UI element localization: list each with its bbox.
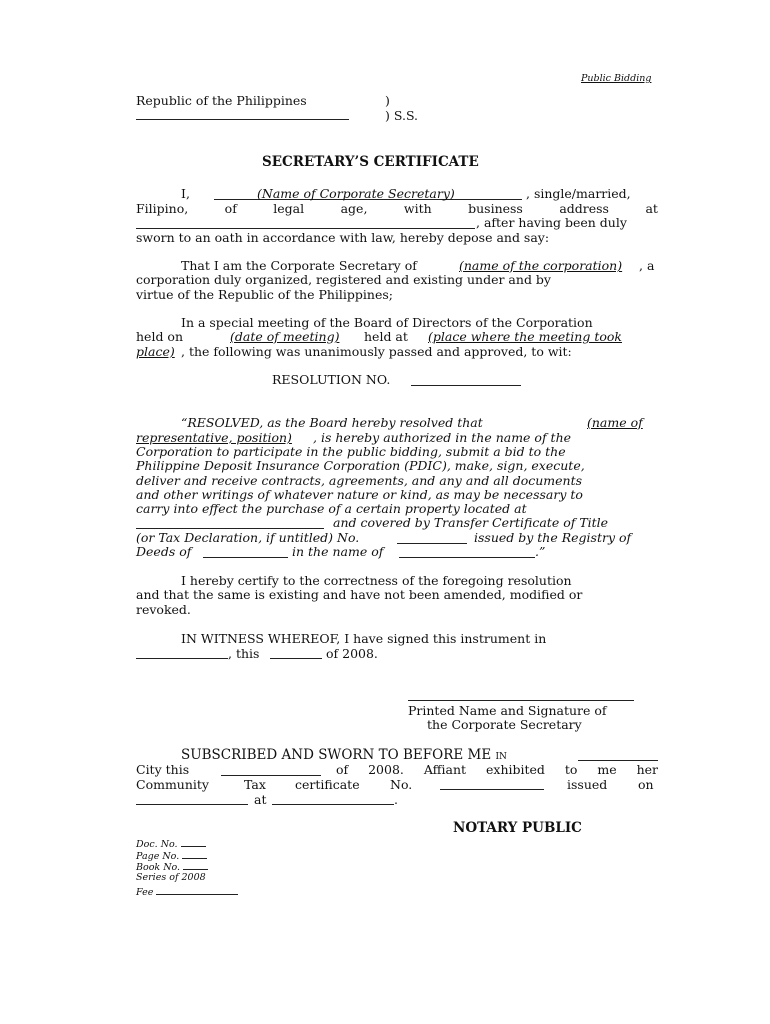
- subscribed-at: at: [254, 792, 267, 807]
- subscribed-affiant: of 2008. Affiant exhibited to me her: [336, 762, 658, 777]
- resolved-line10b: in the name of: [292, 544, 384, 559]
- word: on: [638, 777, 654, 792]
- para3-line3-rest: , the following was unanimously passed and approved, to wit:: [181, 344, 572, 359]
- representative-placeholder[interactable]: (name of: [587, 415, 643, 430]
- fee-line[interactable]: [156, 885, 238, 895]
- venue-blank-line[interactable]: [136, 107, 349, 120]
- venue-ss: ) S.S.: [385, 108, 419, 123]
- notary-public-label: NOTARY PUBLIC: [453, 820, 582, 836]
- resolved-line4: Philippine Deposit Insurance Corporation (PDIC), make, sign, execute,: [136, 458, 585, 473]
- certify-line2: and that the same is existing and have not been amended, modified or: [136, 587, 583, 602]
- business-address-line[interactable]: [136, 215, 475, 229]
- doc-no-line[interactable]: [181, 837, 206, 847]
- representative-placeholder-cont[interactable]: representative, position): [136, 430, 292, 445]
- word: Community: [136, 777, 209, 792]
- resolved-line10a: Deeds of: [136, 544, 192, 559]
- para1-line4: sworn to an oath in accordance with law, hereby depose and say:: [136, 230, 550, 245]
- book-no-line[interactable]: [183, 860, 208, 870]
- para1-i: I,: [181, 186, 190, 201]
- word: Tax: [244, 777, 266, 792]
- witness-of-year: of 2008.: [326, 646, 378, 661]
- para2-line2: corporation duly organized, registered and existing under and by: [136, 272, 551, 287]
- republic-text: Republic of the Philippines: [136, 93, 307, 108]
- series-label: Series of 2008: [136, 872, 206, 883]
- ctc-number-line[interactable]: [440, 776, 544, 790]
- witness-lead: IN WITNESS WHEREOF, I have signed this instrument in: [181, 631, 547, 646]
- civil-status-text: , single/married,: [526, 186, 631, 201]
- header-label: Public Bidding: [581, 73, 652, 84]
- para1-after: , after having been duly: [476, 215, 627, 230]
- word: business: [468, 201, 523, 216]
- word: age,: [340, 201, 368, 216]
- para3-held-at: held at: [364, 329, 408, 344]
- word: with: [403, 201, 432, 216]
- venue-paren: ): [385, 93, 390, 108]
- para3-held-on: held on: [136, 329, 183, 344]
- word: of: [224, 201, 237, 216]
- word: certificate: [295, 777, 360, 792]
- para1-line2: [136, 201, 658, 216]
- resolved-line8: and covered by Transfer Certificate of Title: [333, 515, 609, 530]
- signature-label-line1: Printed Name and Signature of: [408, 703, 607, 718]
- page-title: SECRETARY’S CERTIFICATE: [262, 154, 479, 170]
- signature-label-line2: the Corporate Secretary: [427, 717, 582, 732]
- subscribed-lead: SUBSCRIBED AND SWORN TO BEFORE ME in: [181, 747, 507, 763]
- title-number-line[interactable]: [397, 530, 467, 544]
- word: at: [645, 201, 658, 216]
- resolved-line9b: issued by the Registry of: [474, 530, 632, 545]
- page-no-line[interactable]: [182, 849, 207, 859]
- subscribed-day-line[interactable]: [221, 762, 321, 776]
- certify-line3: revoked.: [136, 602, 191, 617]
- resolution-number-line[interactable]: [411, 372, 521, 386]
- secretary-name-placeholder: (Name of Corporate Secretary): [257, 186, 455, 201]
- resolved-line9a: (or Tax Declaration, if untitled) No.: [136, 530, 360, 545]
- resolution-label: RESOLUTION NO.: [272, 372, 391, 387]
- resolved-line7: carry into effect the purchase of a certain property located at: [136, 501, 527, 516]
- resolved-line5: deliver and receive contracts, agreements, and any and all documents: [136, 473, 583, 488]
- meeting-place-placeholder[interactable]: (place where the meeting took: [428, 329, 622, 344]
- resolved-lead: “RESOLVED, as the Board hereby resolved that: [181, 415, 483, 430]
- resolved-line10c: .”: [535, 544, 546, 559]
- para3-line1: In a special meeting of the Board of Directors of the Corporation: [181, 315, 593, 330]
- subscribed-city: City this: [136, 762, 190, 777]
- meeting-place-placeholder-cont[interactable]: place): [136, 344, 175, 359]
- resolved-line2-rest: , is hereby authorized in the name of the: [313, 430, 572, 445]
- fee-label: Fee: [136, 887, 154, 898]
- owner-name-line[interactable]: [399, 544, 535, 558]
- para2-lead: That I am the Corporate Secretary of: [181, 258, 417, 273]
- word: legal: [273, 201, 305, 216]
- resolved-line3: Corporation to participate in the public bidding, submit a bid to the: [136, 444, 566, 459]
- word: issued: [567, 777, 608, 792]
- book-no-label: Book No.: [136, 862, 181, 873]
- word: Filipino,: [136, 201, 189, 216]
- word: address: [559, 201, 609, 216]
- certify-line1: I hereby certify to the correctness of the foregoing resolution: [181, 573, 572, 588]
- para2-trail: , a: [639, 258, 655, 273]
- witness-place-line[interactable]: [136, 645, 228, 659]
- meeting-date-placeholder[interactable]: (date of meeting): [230, 329, 340, 344]
- resolved-line6: and other writings of whatever nature or kind, as may be necessary to: [136, 487, 583, 502]
- witness-this: , this: [228, 646, 260, 661]
- word: No.: [390, 777, 413, 792]
- subscribed-place-line[interactable]: [578, 747, 658, 761]
- ctc-place-line[interactable]: [272, 791, 394, 805]
- deeds-of-line[interactable]: [203, 544, 288, 558]
- witness-day-line[interactable]: [270, 645, 322, 659]
- corporation-name-placeholder[interactable]: (name of the corporation): [459, 258, 623, 273]
- page-no-label: Page No.: [136, 851, 180, 862]
- property-location-line[interactable]: [136, 515, 324, 529]
- period: .: [394, 792, 398, 807]
- doc-no-label: Doc. No.: [136, 839, 178, 850]
- ctc-date-line[interactable]: [136, 791, 248, 805]
- signature-line[interactable]: [408, 688, 634, 701]
- para2-line3: virtue of the Republic of the Philippines;: [136, 287, 393, 302]
- fee-row: [136, 885, 238, 898]
